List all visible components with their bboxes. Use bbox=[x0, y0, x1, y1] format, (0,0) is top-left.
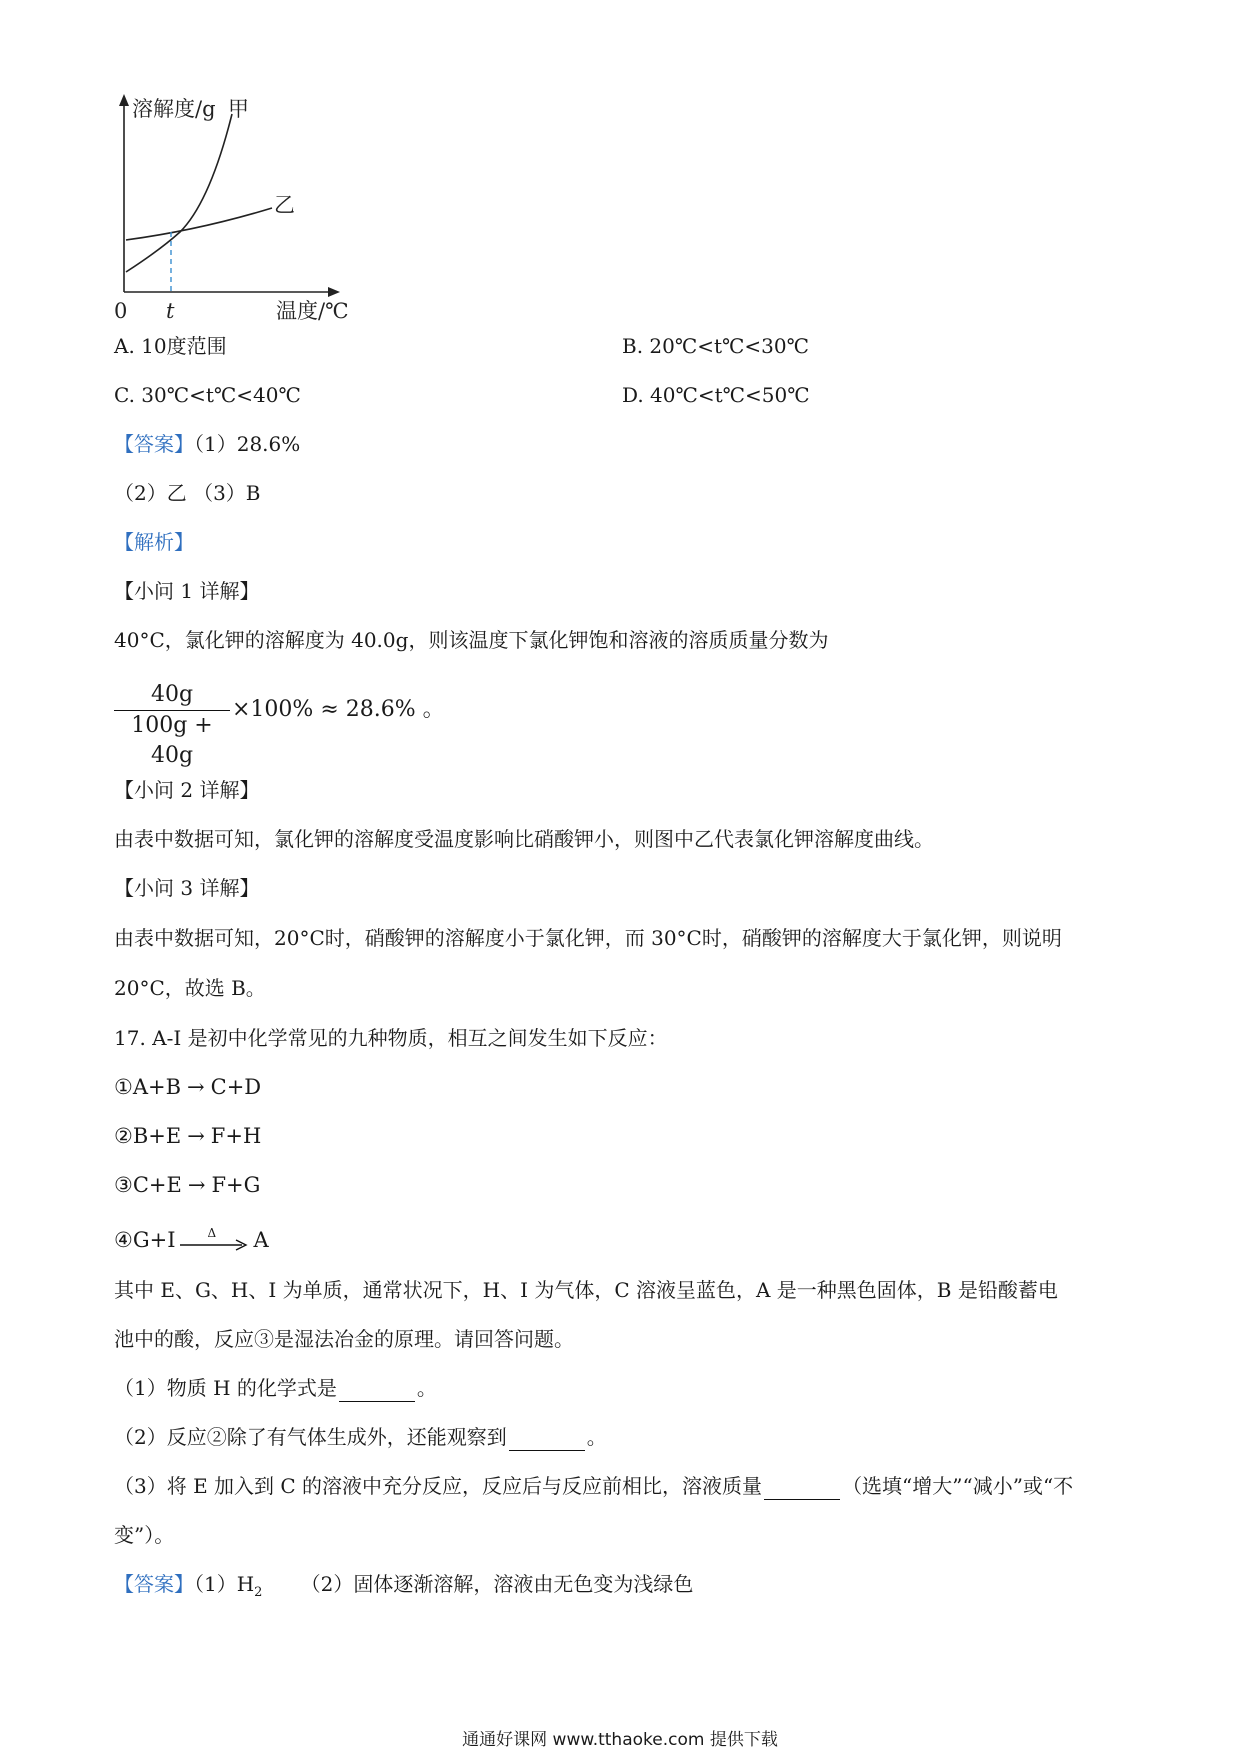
sub1-end: 。 bbox=[416, 1376, 437, 1400]
eq4-right: A bbox=[253, 1228, 269, 1252]
q17-title: 17. A-I 是初中化学常见的九种物质，相互之间发生如下反应： bbox=[114, 1026, 668, 1050]
y-axis-label: 溶解度/g bbox=[132, 97, 216, 121]
q17-answer-subscript: 2 bbox=[254, 1585, 263, 1600]
q3-text-2: 20°C，故选 B。 bbox=[114, 976, 266, 1000]
equation-1 bbox=[114, 1072, 261, 1102]
q17-sub-3 bbox=[114, 1472, 1073, 1500]
eq3-right: F+G bbox=[211, 1173, 261, 1197]
q1-result: ×100% ≈ 28.6% 。 bbox=[232, 697, 445, 722]
answer-line-2: （2）乙 （3）B bbox=[114, 481, 261, 505]
sub3-options: （选填“增大”“减小”或“不 bbox=[842, 1474, 1074, 1498]
equation-2 bbox=[114, 1121, 261, 1151]
curve-jia bbox=[126, 114, 232, 272]
analysis-tag: 【解析】 bbox=[114, 530, 194, 554]
eq2-left: ②B+E bbox=[114, 1124, 182, 1148]
arrow-icon: → bbox=[187, 1173, 206, 1197]
answer-line-1 bbox=[114, 430, 300, 458]
arrow-icon: → bbox=[187, 1075, 205, 1099]
q2-heading: 【小问 2 详解】 bbox=[114, 778, 260, 802]
equation-4 bbox=[114, 1225, 269, 1255]
x-axis-arrow bbox=[328, 287, 340, 297]
x-axis-label: 温度/℃ bbox=[276, 299, 349, 322]
q1-text: 40°C，氯化钾的溶解度为 40.0g，则该温度下氯化钾饱和溶液的溶质质量分数为 bbox=[114, 628, 829, 652]
arrow-icon: → bbox=[187, 1124, 205, 1148]
q2-text: 由表中数据可知，氯化钾的溶解度受温度影响比硝酸钾小，则图中乙代表氯化钾溶解度曲线。 bbox=[114, 827, 934, 851]
heat-arrow-icon bbox=[180, 1225, 250, 1252]
footer: 通通好课网 www.tthaoke.com 提供下载 bbox=[462, 1730, 778, 1750]
eq2-right: F+H bbox=[210, 1124, 262, 1148]
q17-sub-1 bbox=[114, 1374, 437, 1402]
option-d: D. 40℃<t℃<50℃ bbox=[622, 383, 810, 407]
answer-blank bbox=[339, 1381, 415, 1402]
curve-yi bbox=[126, 208, 272, 240]
q17-sub-3-cont: 变”）。 bbox=[114, 1523, 175, 1547]
q1-denominator: 100g + 40g bbox=[131, 713, 213, 768]
option-a: A. 10度范围 bbox=[114, 334, 227, 358]
sub3-text: （3）将 E 加入到 C 的溶液中充分反应，反应后与反应前相比，溶液质量 bbox=[114, 1474, 763, 1498]
q1-heading: 【小问 1 详解】 bbox=[114, 579, 260, 603]
equation-3 bbox=[114, 1170, 260, 1200]
q1-numerator: 40g bbox=[114, 680, 230, 711]
option-b: B. 20℃<t℃<30℃ bbox=[622, 334, 809, 358]
y-axis-arrow bbox=[119, 94, 129, 106]
eq3-left: ③C+E bbox=[114, 1173, 182, 1197]
q17-desc-1: 其中 E、G、H、I 为单质，通常状况下，H、I 为气体，C 溶液呈蓝色，A 是一种黑色固体，B 是铅酸蓄电 bbox=[114, 1278, 1058, 1302]
answer-tag: 【答案】 bbox=[114, 432, 194, 456]
q17-sub-2 bbox=[114, 1423, 607, 1451]
answer-tag: 【答案】 bbox=[114, 1572, 194, 1596]
q17-answer-1: （1）H bbox=[194, 1572, 255, 1596]
eq1-left: ①A+B bbox=[114, 1075, 182, 1099]
answer-blank bbox=[764, 1479, 840, 1500]
sub2-text: （2）反应②除了有气体生成外，还能观察到 bbox=[114, 1425, 507, 1449]
curve-jia-label: 甲 bbox=[228, 97, 249, 121]
q17-answer-2: （2）固体逐渐溶解，溶液由无色变为浅绿色 bbox=[262, 1572, 694, 1596]
q17-desc-2: 池中的酸，反应③是湿法冶金的原理。请回答问题。 bbox=[114, 1327, 574, 1351]
q3-heading: 【小问 3 详解】 bbox=[114, 876, 260, 900]
q3-text-1: 由表中数据可知，20°C时，硝酸钾的溶解度小于氯化钾，而 30°C时，硝酸钾的溶解度大于氯化钾，则说明 bbox=[114, 926, 1062, 950]
answer-text-1: （1）28.6% bbox=[194, 432, 301, 456]
sub1-text: （1）物质 H 的化学式是 bbox=[114, 1376, 337, 1400]
t-label: t bbox=[166, 299, 175, 322]
eq4-condition: Δ bbox=[207, 1225, 217, 1240]
eq4-left: ④G+I bbox=[114, 1228, 176, 1252]
eq1-right: C+D bbox=[210, 1075, 262, 1099]
option-c: C. 30℃<t℃<40℃ bbox=[114, 383, 301, 407]
answer-blank bbox=[509, 1430, 585, 1451]
q1-fraction bbox=[114, 680, 230, 768]
solubility-chart bbox=[100, 92, 440, 322]
q17-answer bbox=[114, 1570, 693, 1607]
origin-label: 0 bbox=[114, 299, 128, 322]
curve-yi-label: 乙 bbox=[274, 193, 295, 217]
sub2-end: 。 bbox=[586, 1425, 607, 1449]
